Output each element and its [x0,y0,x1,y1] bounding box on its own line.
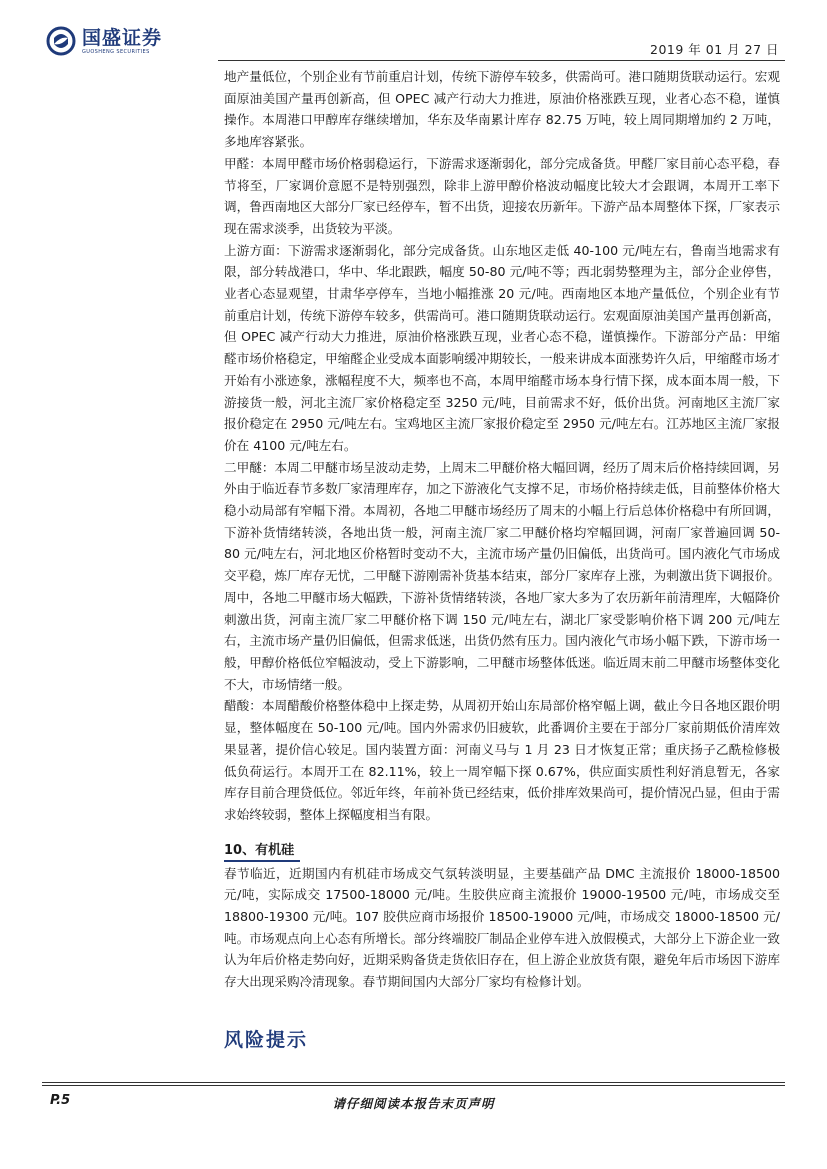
risk-heading: 风险提示 [224,1029,309,1051]
header-rule [218,60,785,61]
body-paragraph: 二甲醚：本周二甲醚市场呈波动走势，上周末二甲醚价格大幅回调，经历了周末后价格持续回调，另外由于临近春节多数厂家清理库存，加之下游液化气支撑不足，市场价格持续走低，目前整体价格大稳小动局部有窄幅下滑。本周初，各地二甲醚市场经历了周末的小幅上行后总体价格稳中有所回调，下游补货情绪转淡，各地出货一般，河南主流厂家二甲醚价格均窄幅回调，河南厂家普遍回调 50-80 元/吨左右，河北地区价格暂时变动不大，主流市场产量仍旧偏低，出货尚可。国内液化气市场成交平稳，炼厂库存无忧，二甲醚下游刚需补货基本结束，部分厂家库存上涨，为刺激出货下调报价。周中，各地二甲醚市场大幅跌，下游补货情绪转淡，各地厂家大多为了农历新年前清理库，大幅降价刺激出货，河南主流厂家二甲醚价格下调 150 元/吨左右，湖北厂家受影响价格下调 200 元/吨左右，主流市场产量仍旧偏低，但需求低迷，出货仍然有压力。国内液化气市场小幅下跌，下游市场一般，甲醇价格低位窄幅波动，受上下游影响，二甲醚市场整体低迷。临近周末前二甲醚市场整体变化不大，市场情绪一般。 [224,459,780,692]
body-paragraph: 上游方面：下游需求逐渐弱化，部分完成备货。山东地区走低 40-100 元/吨左右，鲁南当地需求有限，部分转战港口，华中、华北跟跌，幅度 50-80 元/吨不等；西北弱势整理为主，部分企业停售，业者心态显观望，甘肃华亭停车，当地小幅推涨 20 元/吨。西南地区本地产量低位，个别企业有节前重启计划，传统下游停车较多，供需尚可。港口随期货联动运行。宏观面原油美国产量再创新高，但 OPEC 减产行动大力推进，原油价格涨跌互现，业者心态不稳，谨慎操作。下游部分产品：甲缩醛市场价格稳定，甲缩醛企业受成本面影响缓冲期较长，一般来讲成本面涨势许久后，甲缩醛市场才开始有小涨迹象，涨幅程度不大，频率也不高，本周甲缩醛市场本身行情下探，成本面本周一般，下游接货一般，河北主流厂家价格稳定至 3250 元/吨，目前需求不好，低价出货。河南地区主流厂家报价稳定在 2950 元/吨左右。宝鸡地区主流厂家报价稳定至 2950 元/吨左右。江苏地区主流厂家报价在 4100 元/吨左右。 [224,242,780,453]
report-date: 2019 年 01 月 27 日 [650,42,779,57]
section-heading: 10、有机硅 [224,842,295,858]
footer-disclaimer: 请仔细阅读本报告末页声明 [332,1096,495,1111]
footer-rule [42,1082,785,1083]
brand-logo [46,26,162,56]
section-paragraph: 春节临近，近期国内有机硅市场成交气氛转淡明显，主要基础产品 DMC 主流报价 18000-18500 元/吨，实际成交 17500-18000 元/吨。生胶供应商主流报价 19000-19500 元/吨，市场成交至 18800-19300 元/吨。107 胶供应商市场报价 18500-19000 元/吨，市场成交 18000-18500 元/吨。市场观点向上心态有所增长。部分终端胶厂制品企业停车进入放假模式，大部分上下游企业一致认为年后价格走势向好，近期采购备货走货依旧存在，但上游企业放货有限，避免年后市场因下游库存大出现采购冷清现象。春节期间国内大部分厂家均有检修计划。 [224,865,780,990]
brand-subtitle: GUOSHENG SECURITIES [82,48,150,55]
report-body [224,66,780,993]
page-number: P.5 [50,1093,71,1108]
body-paragraph: 地产量低位，个别企业有节前重启计划，传统下游停车较多，供需尚可。港口随期货联动运行。宏观面原油美国产量再创新高，但 OPEC 减产行动大力推进，原油价格涨跌互现，业者心态不稳，谨慎操作。本周港口甲醇库存继续增加，华东及华南累计库存 82.75 万吨，较上周同期增加约 2 万吨，多地库容紧张。 [224,69,780,150]
page-header [0,0,827,70]
brand-mark-icon [46,26,76,56]
footer-rule [42,1085,785,1086]
body-paragraph: 甲醛：本周甲醛市场价格弱稳运行，下游需求逐渐弱化，部分完成备货。甲醛厂家目前心态平稳，春节将至，厂家调价意愿不是特别强烈，除非上游甲醇价格波动幅度比较大才会跟调，本周开工率下调，鲁西南地区大部分厂家已经停车，暂不出货，迎接农历新年。下游产品本周整体下探，厂家表示现在需求淡季，出货较为平淡。 [224,155,780,236]
brand-name: 国盛证券 [82,26,163,49]
body-paragraph: 醋酸：本周醋酸价格整体稳中上探走势，从周初开始山东局部价格窄幅上调，截止今日各地区跟价明显，整体幅度在 50-100 元/吨。国内外需求仍旧疲软，此番调价主要在于部分厂家前期低价清库效果显著，提价信心较足。国内装置方面：河南义马与 1 月 23 日才恢复正常；重庆扬子乙酰检修极低负荷运行。本周开工在 82.11%，较上一周窄幅下探 0.67%，供应面实质性利好消息暂无，各家库存目前合理贷低位。邻近年终，年前补货已经结束，低价排库效果尚可，提价情况凸显，但由于需求始终较弱，整体上探幅度相当有限。 [224,698,780,822]
